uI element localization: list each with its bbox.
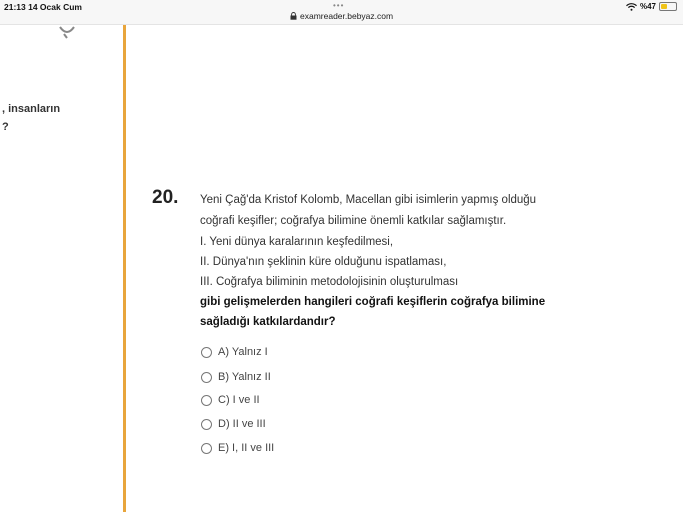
option-label: E) I, II ve III bbox=[218, 442, 275, 454]
radio-button-icon[interactable] bbox=[201, 419, 212, 430]
left-text-line-2: ? bbox=[2, 121, 9, 133]
option-e[interactable] bbox=[201, 442, 274, 454]
question-number: 20. bbox=[152, 187, 179, 208]
status-bar bbox=[0, 0, 683, 24]
option-label: A) Yalnız I bbox=[218, 346, 268, 358]
option-a[interactable] bbox=[201, 346, 268, 358]
left-text-line-1: , insanların bbox=[2, 103, 61, 115]
question-line: III. Coğrafya biliminin metodolojisinin oluşturulması bbox=[200, 276, 459, 288]
address-bar[interactable] bbox=[290, 11, 393, 21]
battery-icon bbox=[659, 2, 677, 11]
url-text: examreader.bebyaz.com bbox=[300, 11, 394, 21]
question-line: coğrafi keşifler; coğrafya bilimine önemli katkılar sağlamıştır. bbox=[200, 215, 507, 227]
option-b[interactable] bbox=[201, 371, 271, 383]
option-d[interactable] bbox=[201, 418, 266, 430]
lock-icon bbox=[290, 12, 297, 20]
option-c[interactable] bbox=[201, 394, 260, 406]
radio-button-icon[interactable] bbox=[201, 395, 212, 406]
previous-page-panel bbox=[0, 25, 125, 512]
question-line: Yeni Çağ'da Kristof Kolomb, Macellan gibi isimlerin yapmış olduğu bbox=[200, 194, 537, 206]
status-time: 21:13 14 Ocak Cum bbox=[4, 2, 82, 12]
page-divider bbox=[123, 25, 126, 512]
question-prompt: sağladığı katkılardandır? bbox=[200, 316, 336, 328]
status-indicators bbox=[626, 2, 677, 11]
radio-button-icon[interactable] bbox=[201, 372, 212, 383]
battery-percent: %47 bbox=[639, 2, 656, 11]
more-dots-icon[interactable]: ••• bbox=[333, 1, 345, 10]
radio-button-icon[interactable] bbox=[201, 347, 212, 358]
page-ornament-icon bbox=[58, 25, 76, 39]
question-prompt: gibi gelişmelerden hangileri coğrafi keşiflerin coğrafya bilimine bbox=[200, 296, 546, 308]
question-line: II. Dünya'nın şeklinin küre olduğunu ispatlaması, bbox=[200, 256, 447, 268]
wifi-icon bbox=[626, 3, 637, 11]
question-line: I. Yeni dünya karalarının keşfedilmesi, bbox=[200, 236, 394, 248]
option-label: B) Yalnız II bbox=[218, 371, 271, 383]
option-label: D) II ve III bbox=[218, 418, 266, 430]
radio-button-icon[interactable] bbox=[201, 443, 212, 454]
option-label: C) I ve II bbox=[218, 394, 260, 406]
